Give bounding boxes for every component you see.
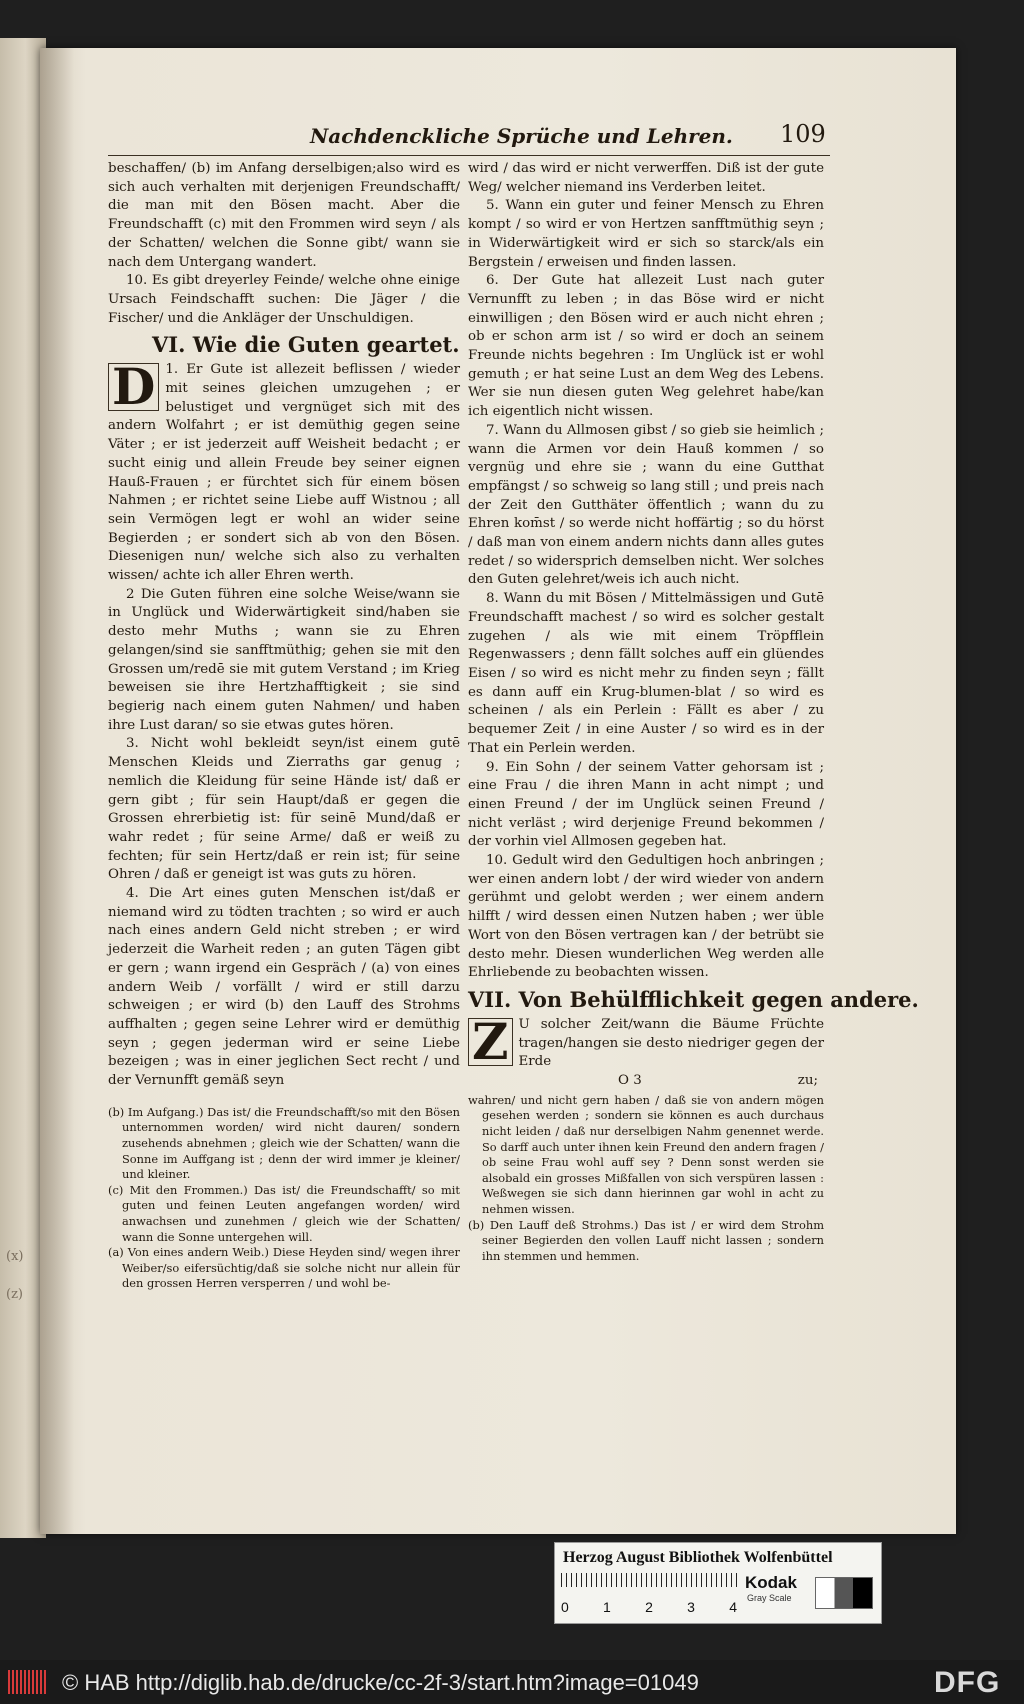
- paragraph-3: 3. Nicht wohl bekleidt seyn/ist einem gutē Menschen Kleids und Zierraths gar genug ; nemlich die Kleidung für seine Hände ist/ daß er gern gibt ; für sein Haupt/daß er gegen die Grossen ehrerbietig ist: für seinē Mund/daß er wahr redet ; für seine Arme/ daß er weiß zu fechten; für sein Hertz/daß er rein ist; für seine Ohren / daß er geneigt ist was guts zu hören.: [108, 736, 460, 883]
- footnote-continuation: wahren/ und nicht gern haben / daß sie von andern mögen gesehen werden ; sondern sie können es auch durchaus nicht leiden / daß nur derselbigen Nahm genennet werde. So darff auch unter ihnen kein Freund den andern fragen / ob seine Frau wohl auff sey ? Denn sonst werden sie alsobald ein grosses Mißfallen von sich verspüren lassen : Weßwegen sie sich dann hierinnen gar wohl in acht zu nehmen wissen.: [468, 1092, 824, 1216]
- margin-mark: (z): [6, 1287, 23, 1302]
- section-heading-vii: VII. Von Behülfflichkeit gegen andere.: [468, 986, 919, 1012]
- page-gutter-shadow: [40, 48, 74, 1534]
- right-column: [468, 160, 919, 1264]
- paragraph-9: 9. Ein Sohn / der seinem Vatter gehorsam ist ; eine Frau / die ihren Mann in acht nimpt ; und einen Freund / der im Unglück seinen Freund / nicht verläst ; wird derjenige Freund bekommen / der vorhin viel Allmosen gegeben hat.: [468, 759, 824, 850]
- signature-line: [468, 1072, 824, 1091]
- footnote-gap: [108, 1091, 460, 1105]
- paragraph-4: 4. Die Art eines guten Menschen ist/daß er niemand wird zu tödten trachten ; so wird er auch nach eines andern Geld nicht streben ; er wird jederzeit die Warheit reden ; an guten Tägen gibt er gern ; wann irgend ein Gespräch / (a) von eines andern Weib / vorfällt / wird er still darzu schweigen ; er wird (b) den Lauff des Strohms auffhalten ; gegen seine Lehrer wird er demüthig seyn ; gegen jederman wird er seine Liebe bezeigen ; was in einer jeglichen Sect recht / und der Vernunfft gemäß seyn: [108, 886, 460, 1089]
- decorated-initial: Z: [468, 1018, 513, 1066]
- footer-bar: [0, 1660, 1024, 1704]
- ruler-number: 0: [561, 1599, 569, 1615]
- ruler-numbers: [561, 1599, 737, 1615]
- paragraph-5: 5. Wann ein guter und feiner Mensch zu Ehren kompt / so wird er von Hertzen sanfftmüthig seyn ; in Widerwärtigkeit wird er sich so starck/als ein Bergstein / erweisen und finden lassen.: [468, 198, 824, 270]
- margin-mark: (x): [6, 1249, 24, 1264]
- signature-mark: O 3: [618, 1073, 642, 1089]
- kodak-logo: Kodak: [745, 1573, 797, 1592]
- paragraph-10: 10. Es gibt dreyerley Feinde/ welche ohne einige Ursach Feindschafft suchen: Die Jäger / die Fischer/ und die Ankläger der Unschuldigen.: [108, 273, 460, 326]
- paragraph-text: U solcher Zeit/wann die Bäume Früchte tragen/hangen sie desto niedriger gegen der Erde: [518, 1016, 824, 1070]
- left-column: [108, 160, 460, 1292]
- section-heading-vi: VI. Wie die Guten geartet.: [152, 332, 460, 358]
- footer-link[interactable]: © HAB http://diglib.hab.de/drucke/cc-2f-3/start.htm?image=01049: [62, 1670, 699, 1695]
- footnote-b: (b) Im Aufgang.) Das ist/ die Freundschafft/so mit den Bösen unternommen worden/ wird nicht dauren/ sondern zusehends abnehmen ; gleich wie der Schatten/ wann die Sonne im Auffgang ist ; denn der wird immer je kleiner/ und kleiner.: [108, 1104, 460, 1182]
- header-title: Nachdenckliche Sprüche und Lehren.: [310, 124, 733, 148]
- paragraph-6: 6. Der Gute hat allezeit Lust nach guter Vernunfft zu leben ; in das Böse wird er nicht einwilligen ; den Bösen wird er auch nicht ehren ; ob er schon arm ist / so wird er doch an seinem Freunde nichts begehren : Im Unglück ist er wohl gemuth ; er hat seine Lust an dem Weg des Lebens. Wer sie nun diesen guten Weg gelehret habe/kan ich eigentlich nicht wissen.: [468, 273, 824, 420]
- ruler-number: 2: [645, 1599, 653, 1615]
- ruler-number: 1: [603, 1599, 611, 1615]
- running-header: [310, 120, 830, 154]
- paragraph: beschaffen/ (b) im Anfang derselbigen;also wird es sich auch verhalten mit derjenigen Freundschafft/ die man mit den Bösen macht. Aber die Freundschafft (c) mit den Frommen wird seyn / als der Schatten/ welchen die Sonne gibt/ wann sie nach dem Untergang wandert.: [108, 161, 460, 270]
- library-color-card: [554, 1542, 882, 1624]
- previous-page-margin-marks: [6, 1238, 36, 1314]
- library-name: Herzog August Bibliothek Wolfenbüttel: [563, 1549, 833, 1566]
- footnote-b: (b) Den Lauff deß Strohms.) Das ist / er wird dem Strohm seiner Begierden den vollen Lauff nicht lassen ; sondern ihn stemmen und hemmen.: [468, 1217, 824, 1263]
- paragraph-2: 2 Die Guten führen eine solche Weise/wann sie in Unglück und Widerwärtigkeit sind/haben sie desto mehr Muths ; wann sie zu Ehren gelangen/sind sie sanfftmüthig; gehen sie mit den Grossen um/redē sie mit gutem Verstand ; im Krieg beweisen sie ihre Hertzhafftigkeit ; sie sind begierig nach einem guten Nahmen/ und haben ihre Lust daran/ so sie etwas gutes hören.: [108, 586, 460, 733]
- header-rule: [108, 155, 830, 156]
- paragraph-8: 8. Wann du mit Bösen / Mittelmässigen und Gutē Freundschafft machest / so wird es solcher gestalt zugehen / als wie mit einem Tröpfflein Regenwassers ; denn fällt solches auff ein glüendes Eisen / so wird es nicht mehr zu finden seyn ; fällt es dann auff ein Krug-blumen-blat / so wird es scheinen / als ein Perlein : Fällt es aber / zu bequemer Zeit / in eine Auster / so wird es in der That ein Perlein werden.: [468, 591, 824, 756]
- barcode-icon: [8, 1670, 48, 1694]
- paragraph-text: Er Gute ist allezeit beflissen / wieder mit seines gleichen umzugehen ; er belustiget und vergnüget sich mit des andern Wolfahrt ; er ist demüthig gegen seine Väter ; er ist jederzeit auff Weisheit bedacht ; er sucht einig und allein Freude bey seiner eignen Hauß-Frauen ; er fürchtet sich für einem bösen Nahmen ; er richtet seine Liebe auff Wistnou ; all sein Vermögen legt er wohl an wider seine Begierden ; er sondert sich ab von den Bösen. Diesenigen nun/ welche sich also zu verhalten wissen/ achte ich aller Ehren werth.: [108, 362, 460, 584]
- ruler-number: 3: [687, 1599, 695, 1615]
- catchword: zu;: [797, 1073, 818, 1089]
- paragraph-number: 1.: [165, 362, 179, 378]
- paragraph-10: 10. Gedult wird den Gedultigen hoch anbringen ; wer einen andern lobt / der wird wieder von andern gerühmt und gelobt werden ; wer einem andern hilfft / wird dessen einen Nutzen haben ; wer üble Wort von den Bösen vertragen kan / der betrübt sie desto mehr. Diesen wunderlichen Weg werden alle Ehrliebende zu beobachten wissen.: [468, 853, 824, 981]
- kodak-subtitle: Gray Scale: [747, 1593, 792, 1603]
- gray-scale-patch: [815, 1577, 873, 1609]
- footnote-a: (a) Von eines andern Weib.) Diese Heyden sind/ wegen ihrer Weiber/so eifersüchtig/daß sie solche nicht nur allein für den grossen Herren versperren / und wohl be-: [108, 1245, 460, 1291]
- paragraph: wird / das wird er nicht verwerffen. Diß ist der gute Weg/ welcher niemand ins Verderben leitet.: [468, 161, 824, 195]
- dfg-logo: DFG: [934, 1666, 1001, 1699]
- paragraph-7: 7. Wann du Allmosen gibst / so gieb sie heimlich ; wann die Armen vor dein Hauß kommen / so vergnüg und ehre sie ; wann du eine Gutthat empfängst / so schweig so lang still ; und preis nach der Zeit den Gutthäter öffentlich ; wann du zu Ehren kom̄st / so werde nicht hoffärtig ; so du hörst / daß man von einem andern nichts dann alles gutes redet / so widersprich demselben nicht. Wer solches den Guten gelehret/weis ich auch nicht.: [468, 422, 824, 588]
- footnote-c: (c) Mit den Frommen.) Das ist/ die Freundschafft/ so mit guten und feinen Leuten angefangen worden/ wird anwachsen und zunehmen / gleich wie der Schatten/ wann die Sonne untergehen will.: [108, 1182, 460, 1244]
- paragraph-vii-1: [468, 1011, 824, 1072]
- page-number: 109: [780, 120, 826, 148]
- paragraph-1: [108, 357, 460, 585]
- ruler-number: 4: [729, 1599, 737, 1615]
- ruler-scale: [561, 1573, 737, 1587]
- decorated-initial: D: [108, 363, 159, 411]
